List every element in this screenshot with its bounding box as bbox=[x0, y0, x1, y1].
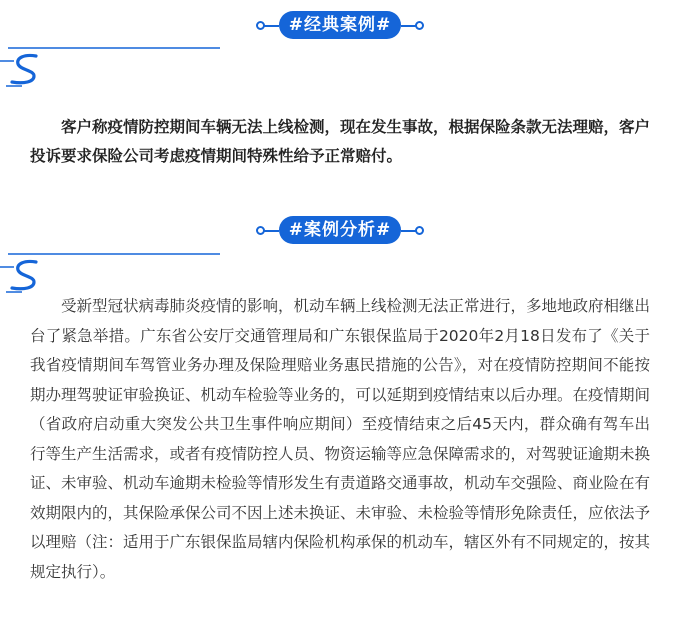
section-title: #案例分析# bbox=[288, 220, 392, 240]
pill-dot-right-icon bbox=[415, 21, 424, 30]
section-title-pill bbox=[279, 11, 402, 39]
case-analysis-text: 受新型冠状病毒肺炎疫情的影响，机动车辆上线检测无法正常进行，多地地政府相继出台了紧急举措。广东省公安厅交通管理局和广东银保监局于2020年2月18日发布了《关于我省疫情期间车驾管业务办理及保险理赔业务惠民措施的公告》，对在疫情防控期间不能按期办理驾驶证审验换证、机动车检验等业务的，可以延期到疫情结束以后办理。在疫情期间（省政府启动重大突发公共卫生事件响应期间）至疫情结束之后45天内，群众确有驾车出行等生产生活需求，或者有疫情防控人员、物资运输等应急保障需求的，对驾驶证逾期未换证、未审验、机动车逾期未检验等情形发生有责道路交通事故，机动车交强险、商业险在有效期限内的，其保险承保公司不因上述未换证、未审验、未检验等情形免除责任，应依法予以理赔（注：适用于广东银保监局辖内保险机构承保的机动车，辖区外有不同规定的，按其规定执行）。 bbox=[30, 297, 651, 581]
section-header-classic-case bbox=[0, 10, 680, 40]
wave-s-icon bbox=[0, 44, 230, 94]
pill-dot-left-icon bbox=[256, 21, 265, 30]
section-header-case-analysis bbox=[0, 215, 680, 245]
pill-dot-right-icon bbox=[415, 226, 424, 235]
section-title-pill bbox=[279, 216, 402, 244]
pill-connector-left bbox=[263, 25, 279, 27]
pill-connector-left bbox=[263, 230, 279, 232]
pill-dot-left-icon bbox=[256, 226, 265, 235]
case-description: 客户称疫情防控期间车辆无法上线检测，现在发生事故，根据保险条款无法理赔，客户投诉要求保险公司考虑疫情期间特殊性给予正常赔付。 bbox=[30, 118, 651, 165]
section-title: #经典案例# bbox=[288, 15, 392, 35]
